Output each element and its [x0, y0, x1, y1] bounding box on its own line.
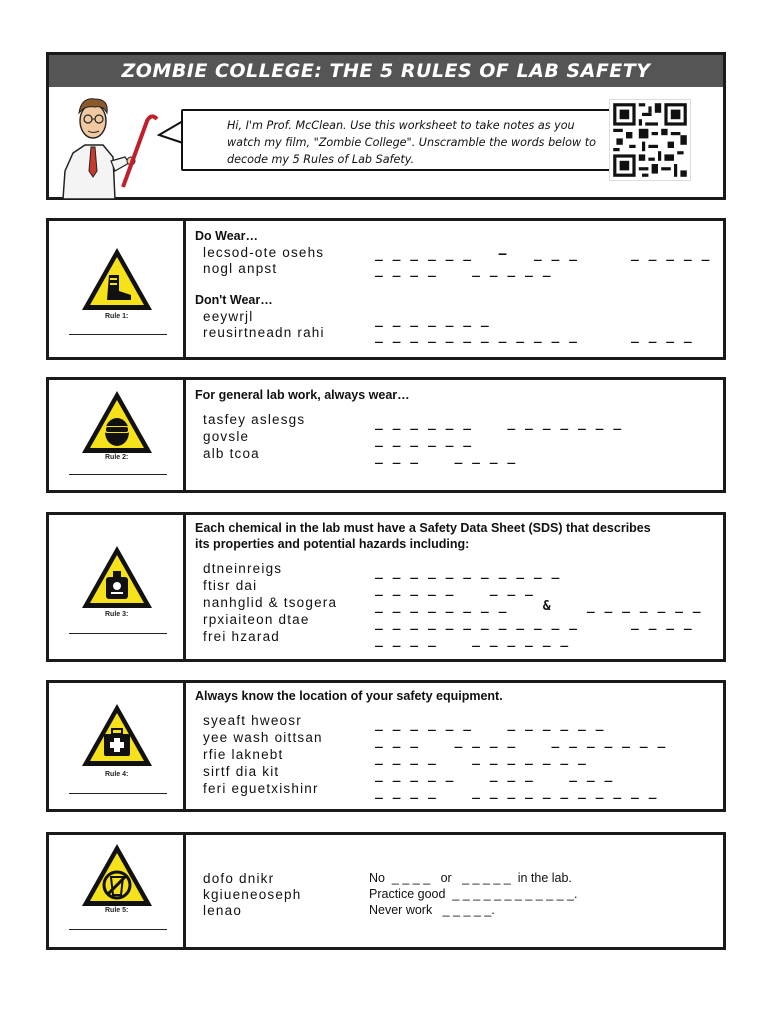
scrambled-word: feri eguetxishinr — [203, 781, 319, 796]
answer-blanks[interactable]: _ _ _ _ _ _ _ _ _ _ _ _ _ _ _ _ — [375, 329, 693, 344]
speech-line: Hi, I'm Prof. McClean. Use this worksheet to take notes as you — [227, 119, 575, 132]
scrambled-word: frei hzarad — [203, 629, 280, 644]
qr-code[interactable] — [609, 99, 691, 181]
rule-icon-cell — [49, 835, 186, 947]
rule-label: Rule 2: — [105, 454, 129, 461]
rule-2-panel — [46, 377, 726, 493]
rule-icon-cell — [49, 221, 186, 357]
answer-blanks[interactable]: _ _ _ _ _ _ – _ _ _ _ _ _ _ _ — [375, 247, 711, 262]
rule-icon-cell — [49, 683, 186, 809]
section-heading: Do Wear… — [195, 229, 258, 243]
answer-blanks[interactable]: _ _ _ _ _ _ _ _ _ _ _ _ _ _ _ — [375, 785, 658, 800]
answer-blanks[interactable]: _ _ _ _ _ _ _ _ _ _ _ _ _ — [375, 416, 623, 431]
first-aid-hazard-icon — [79, 701, 155, 771]
speech-line: watch my film, "Zombie College". Unscramble the words below to — [227, 136, 596, 149]
answer-blanks[interactable]: _ _ _ _ _ _ _ _ _ _ _ — [375, 751, 587, 766]
section-heading: For general lab work, always wear… — [195, 388, 410, 402]
speech-line: decode my 5 Rules of Lab Safety. — [227, 153, 415, 166]
scrambled-word: rpxiaiteon dtae — [203, 612, 310, 627]
no-food-drink-hazard-icon — [79, 841, 155, 911]
answer-blanks[interactable]: _ _ _ _ _ _ _ — [375, 313, 490, 328]
scrambled-word: lecsod-ote osehs — [203, 245, 325, 260]
goggles-hazard-icon — [79, 388, 155, 456]
scrambled-word: yee wash oittsan — [203, 730, 323, 745]
rule-icon-cell — [49, 380, 186, 490]
answer-blanks[interactable]: _ _ _ _ _ _ _ _ _ _ _ _ — [375, 717, 605, 732]
answer-line — [69, 793, 167, 794]
header-panel — [46, 52, 726, 200]
scrambled-word: lenao — [203, 903, 243, 918]
fill-in-sentence[interactable]: Never work _ _ _ _ _. — [369, 903, 495, 917]
section-heading: Always know the location of your safety equipment. — [195, 689, 503, 703]
answer-blanks[interactable]: _ _ _ _ _ _ _ _ _ _ _ _ _ _ — [375, 734, 667, 749]
poison-bottle-hazard-icon — [79, 543, 155, 613]
scrambled-word: nanhglid & tsogera — [203, 595, 338, 610]
fill-in-sentence[interactable]: No _ _ _ _ or _ _ _ _ _ in the lab. — [369, 871, 572, 885]
rule-label: Rule 4: — [105, 771, 129, 778]
rule-label: Rule 5: — [105, 907, 129, 914]
rule-label: Rule 1: — [105, 313, 129, 320]
scrambled-word: kgiueneoseph — [203, 887, 302, 902]
answer-blanks[interactable]: _ _ _ _ _ _ _ _ & _ _ _ _ _ _ _ — [375, 599, 702, 614]
scrambled-word: reusirtneadn rahi — [203, 325, 325, 340]
fill-in-sentence[interactable]: Practice good _ _ _ _ _ _ _ _ _ _ _ _. — [369, 887, 578, 901]
answer-blanks[interactable]: _ _ _ _ _ _ _ _ _ _ _ _ _ _ _ _ — [375, 616, 693, 631]
scrambled-word: alb tcoa — [203, 446, 260, 461]
answer-blanks[interactable]: _ _ _ _ _ _ _ _ — [375, 582, 534, 597]
boot-hazard-icon — [79, 245, 155, 313]
rule-3-panel — [46, 512, 726, 662]
speech-bubble — [181, 109, 619, 171]
rule-label: Rule 3: — [105, 611, 129, 618]
scrambled-word: ftisr dai — [203, 578, 258, 593]
answer-blanks[interactable]: _ _ _ _ _ _ _ _ _ _ — [375, 633, 570, 648]
rule-4-panel — [46, 680, 726, 812]
scrambled-word: tasfey aslesgs — [203, 412, 306, 427]
answer-blanks[interactable]: _ _ _ _ _ _ — [375, 433, 473, 448]
answer-blanks[interactable]: _ _ _ _ _ _ _ — [375, 450, 517, 465]
answer-line — [69, 929, 167, 930]
rule-1-panel — [46, 218, 726, 360]
answer-line — [69, 334, 167, 335]
scrambled-word: syeaft hweosr — [203, 713, 302, 728]
scrambled-word: rfie laknebt — [203, 747, 284, 762]
answer-blanks[interactable]: _ _ _ _ _ _ _ _ _ — [375, 263, 552, 278]
scrambled-word: nogl anpst — [203, 261, 278, 276]
answer-line — [69, 474, 167, 475]
answer-line — [69, 633, 167, 634]
section-heading: its properties and potential hazards including: — [195, 537, 470, 551]
worksheet-title: ZOMBIE COLLEGE: THE 5 RULES OF LAB SAFETY — [49, 55, 723, 87]
scrambled-word: govsle — [203, 429, 250, 444]
section-heading: Don't Wear… — [195, 293, 273, 307]
scrambled-word: eeywrjl — [203, 309, 254, 324]
professor-illustration — [55, 91, 165, 199]
rule-icon-cell — [49, 515, 186, 659]
section-heading: Each chemical in the lab must have a Safety Data Sheet (SDS) that describes — [195, 521, 651, 535]
answer-blanks[interactable]: _ _ _ _ _ _ _ _ _ _ _ — [375, 768, 614, 783]
scrambled-word: dofo dnikr — [203, 871, 275, 886]
scrambled-word: dtneinreigs — [203, 561, 283, 576]
rule-5-panel — [46, 832, 726, 950]
scrambled-word: sirtf dia kit — [203, 764, 280, 779]
answer-blanks[interactable]: _ _ _ _ _ _ _ _ _ _ _ — [375, 565, 561, 580]
